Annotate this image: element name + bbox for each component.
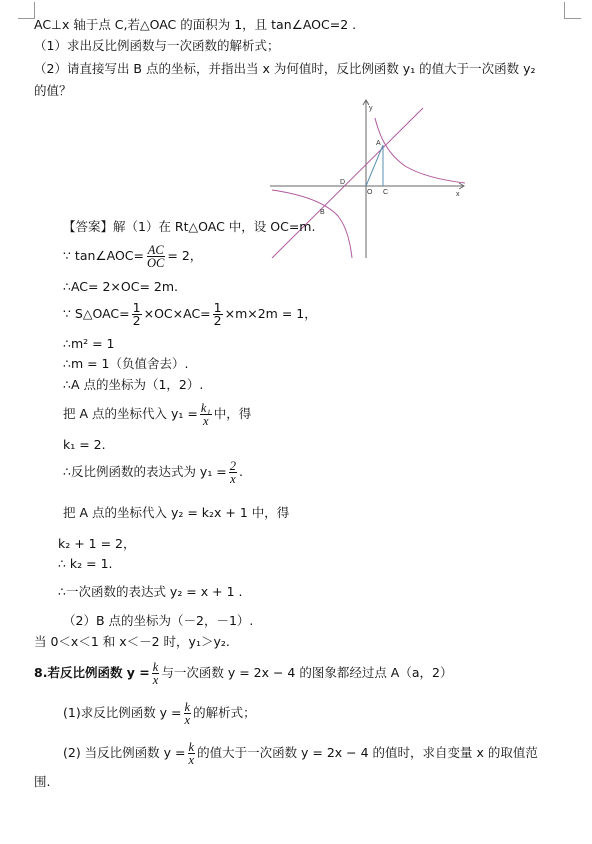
answer-tan-line — [63, 240, 202, 272]
two-over-x-fraction — [229, 460, 237, 485]
corner-mark-top-left — [18, 2, 35, 19]
answer-m-squared: ∴m² = 1 — [63, 336, 115, 351]
problem8-q2-post: 的值大于一次函数 y = 2x − 4 的值时，求自变量 x 的取值范 — [197, 745, 538, 760]
problem8-q2-pre: (2) 当反比例函数 y = — [63, 745, 186, 760]
fraction-denominator: x — [152, 672, 159, 687]
answer-inverse-pre: ∴反比例函数的表达式为 y₁ = — [63, 464, 227, 479]
problem8-question-2-cont: 围. — [34, 774, 51, 789]
k-over-x-fraction — [152, 661, 160, 686]
fraction-numerator: k₁ — [200, 400, 211, 415]
answer-substitute-post: 中，得 — [213, 406, 252, 421]
k-over-x-fraction — [184, 701, 192, 726]
answer-area-mid: ×OC×AC= — [143, 306, 211, 321]
fraction-numerator: 1 — [213, 299, 222, 315]
problem8-question-1 — [63, 695, 256, 731]
fraction-denominator: 2 — [213, 312, 222, 328]
answer-k1-value: k₁ = 2. — [63, 437, 106, 452]
answer-area-post: ×m×2m = 1， — [224, 306, 317, 321]
answer-k2-value: ∴ k₂ = 1. — [58, 556, 113, 571]
x-axis-label: x — [456, 191, 460, 198]
problem7-question-2: （2）请直接写出 B 点的坐标，并指出当 x 为何值时，反比例函数 y₁ 的值大于一次函数 y₂ — [34, 61, 536, 76]
answer-m-value: ∴m = 1（负值舍去）. — [63, 356, 189, 371]
answer-substitute-linear: 把 A 点的坐标代入 y₂ = k₂x + 1 中，得 — [63, 505, 290, 520]
answer-ac-line: ∴AC= 2×OC= 2m. — [63, 279, 179, 294]
problem8-pre: 8.若反比例函数 y = — [34, 665, 150, 680]
problem8-question-2 — [63, 735, 538, 771]
answer-area-line — [63, 298, 317, 330]
answer-linear-expression: ∴一次函数的表达式 y₂ = x + 1 . — [58, 584, 243, 599]
answer-x-range: 当 0＜x＜1 和 x＜－2 时，y₁＞y₂. — [34, 634, 230, 649]
answer-point-b: （2）B 点的坐标为（－2，－1）. — [63, 613, 254, 628]
problem7-question-2-cont: 的值？ — [34, 83, 72, 98]
point-B-label: B — [320, 209, 325, 216]
problem8-q1-pre: (1)求反比例函数 y = — [63, 705, 182, 720]
fraction-numerator: k — [188, 739, 195, 754]
fraction-numerator: 1 — [132, 299, 141, 315]
function-graph-figure — [270, 98, 470, 260]
fraction-denominator: OC — [147, 255, 165, 270]
answer-k2-equation: k₂ + 1 = 2， — [58, 536, 136, 551]
answer-area-pre: ∵ S△OAC= — [63, 306, 130, 321]
answer-intro: 【答案】解（1）在 Rt△OAC 中，设 OC=m. — [63, 219, 316, 234]
fraction-denominator: x — [184, 712, 191, 727]
hyperbola-branch-q1 — [375, 118, 465, 183]
y-axis-label: y — [369, 105, 373, 112]
k-over-x-fraction — [188, 741, 196, 766]
point-A-label: A — [376, 140, 381, 147]
answer-point-a: ∴A 点的坐标为（1，2）. — [63, 377, 204, 392]
answer-tan-fraction — [146, 244, 165, 269]
problem7-condition-line: AC⊥x 轴于点 C,若△OAC 的面积为 1，且 tan∠AOC=2 . — [34, 17, 357, 32]
segment-OA — [366, 145, 383, 186]
problem8-statement — [34, 655, 452, 691]
half-fraction — [132, 299, 142, 328]
answer-substitute-pre: 把 A 点的坐标代入 y₁ = — [63, 406, 198, 421]
fraction-denominator: 2 — [132, 312, 141, 328]
half-fraction — [213, 299, 223, 328]
answer-tan-pre: ∵ tan∠AOC= — [63, 248, 144, 263]
fraction-denominator: x — [203, 413, 209, 428]
problem8-post: 与一次函数 y = 2x − 4 的图象都经过点 A（a，2） — [161, 665, 453, 680]
corner-mark-top-right — [564, 2, 581, 19]
origin-label: O — [367, 189, 373, 196]
answer-inverse-post: . — [239, 464, 244, 479]
answer-inverse-expression — [63, 456, 243, 488]
fraction-denominator: x — [188, 752, 195, 767]
fraction-denominator: x — [230, 471, 236, 486]
problem7-question-1: （1）求出反比例函数与一次函数的解析式； — [34, 38, 280, 53]
answer-tan-post: = 2， — [167, 248, 203, 263]
answer-substitute-line — [63, 398, 251, 430]
k1-over-x-fraction — [200, 402, 212, 427]
point-D-label: D — [340, 179, 346, 186]
fraction-numerator: 2 — [229, 458, 237, 473]
point-C-label: C — [383, 189, 389, 196]
problem8-q1-post: 的解析式； — [193, 705, 256, 720]
fraction-numerator: k — [152, 659, 159, 674]
fraction-numerator: AC — [147, 242, 164, 257]
fraction-numerator: k — [184, 699, 191, 714]
